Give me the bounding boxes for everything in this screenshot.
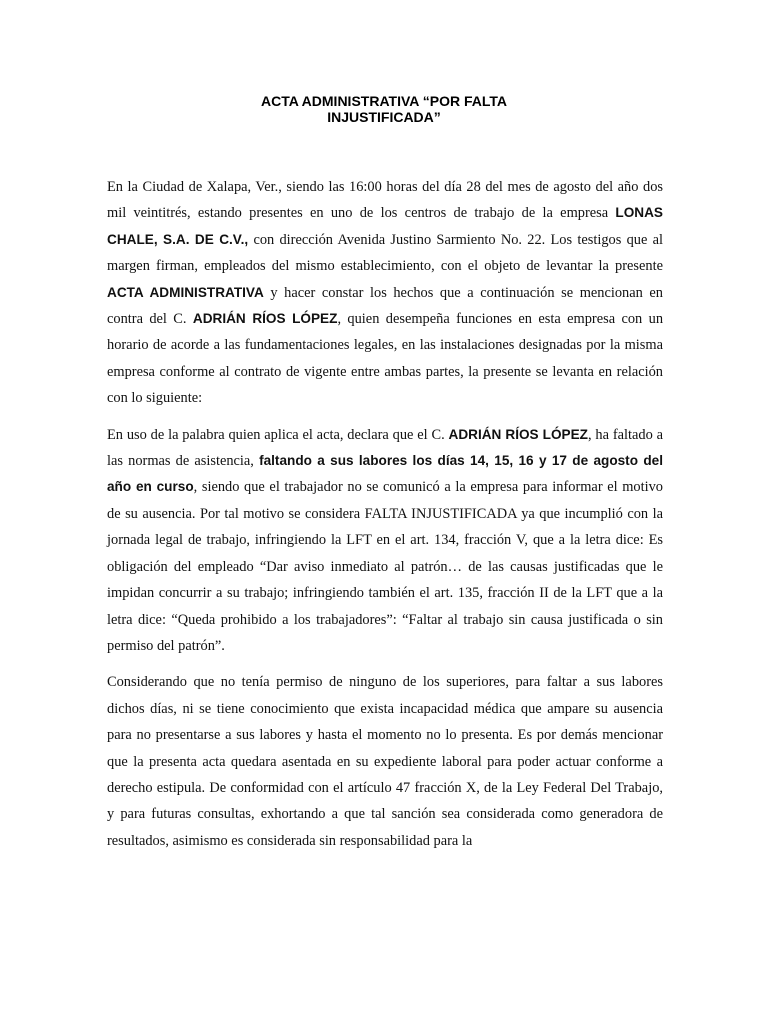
p1-text-3: y hacer constar los hechos que a continuación se mencionan en contra del C.	[107, 284, 663, 328]
p2-text-3: , siendo que el trabajador no se comunicó a la empresa para informar el motivo de su ausencia. Por tal motivo se considera FALTA INJUSTIFICADA ya que incumplió con la jornada legal de trabajo, infringiendo la LFT en el art. 134, fracción V, que a la letra dice: Es obligación del empleado “Dar aviso inmediato al patrón… de las causas justificadas que le impidan concurrir a su trabajo; infringiendo también el art. 135, fracción II de la LFT que a la letra dice: “Queda prohibido a los trabajadores”: “Faltar al trabajo sin causa justificada o sin permiso del patrón”.	[107, 479, 663, 654]
paragraph-2	[107, 422, 663, 660]
p2-text-1: En uso de la palabra quien aplica el acta, declara que el C.	[107, 426, 449, 443]
title-line-1: ACTA ADMINISTRATIVA “POR FALTA	[260, 93, 507, 109]
p1-text-2: con dirección Avenida Justino Sarmiento No. 22. Los testigos que al margen firman, empleados del mismo establecimiento, con el objeto de levantar la presente	[107, 231, 663, 275]
p1-text-4: , quien desempeña funciones en esta empresa con un horario de acorde a las fundamentaciones legales, en las instalaciones designadas por la misma empresa conforme al contrato de vigente entre ambas partes, la presente se levanta en relación con lo siguiente:	[107, 311, 664, 407]
paragraph-1	[107, 174, 663, 412]
p2-text-2: , ha faltado a las normas de asistencia,	[107, 426, 663, 470]
document-body	[107, 174, 663, 864]
company-name: LONAS CHALE, S.A. DE C.V.,	[107, 205, 663, 247]
employee-name: ADRIÁN RÍOS LÓPEZ	[192, 311, 338, 327]
employee-name-2: ADRIÁN RÍOS LÓPEZ	[448, 426, 588, 442]
acta-label: ACTA ADMINISTRATIVA	[107, 284, 264, 300]
document-title	[150, 93, 618, 125]
paragraph-3: Considerando que no tenía permiso de ninguno de los superiores, para faltar a sus labores dichos días, ni se tiene conocimiento que exista incapacidad médica que ampare su ausencia para no presentarse a sus labores y hasta el momento no lo presenta. Es por demás mencionar que la presenta acta quedara asentada en su expediente laboral para poder actuar conforme a derecho estipula. De conformidad con el artículo 47 fracción X, de la Ley Federal Del Trabajo, y para futuras consultas, exhortando a que tal sanción sea considerada como generadora de resultados, asimismo es considerada sin responsabilidad para la	[107, 674, 663, 849]
p1-text-1: En la Ciudad de Xalapa, Ver., siendo las 16:00 horas del día 28 del mes de agosto del año dos mil veintitrés, estando presentes en uno de los centros de trabajo de la empresa	[107, 179, 663, 222]
absence-dates: faltando a sus labores los días 14, 15, 16 y 17 de agosto del año en curso	[107, 453, 663, 495]
title-line-2: INJUSTIFICADA”	[327, 109, 441, 125]
